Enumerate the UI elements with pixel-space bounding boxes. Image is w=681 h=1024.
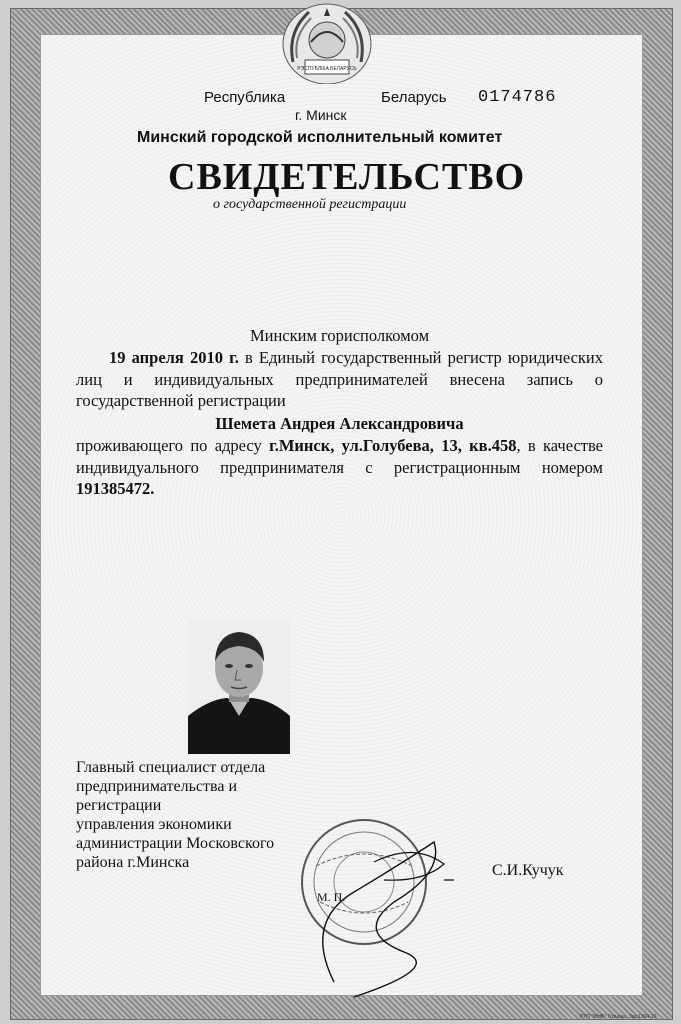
document-subtitle: о государственной регистрации (213, 197, 407, 212)
signer-title-line: регистрации (76, 797, 162, 814)
role-text: , в качестве индивидуального предпринимателя с регистрационным номером (76, 436, 603, 477)
authority-name: Минский городской исполнительный комитет (137, 129, 503, 146)
registry-text: в Единый государственный регистр юридических лиц и индивидуальных предпринимателей внесена запись о государственной регистрации (76, 348, 603, 410)
signer-title-line: Главный специалист отдела (76, 759, 266, 776)
registration-number: 191385472. (76, 479, 155, 498)
address-paragraph (76, 435, 603, 500)
signer-title-line: управления экономики (76, 816, 232, 833)
city-label: г. Минск (295, 107, 347, 123)
coat-of-arms-icon (279, 2, 375, 84)
serial-number: 0174786 (478, 88, 557, 107)
issuer-line: Минским горисполкомом (249, 326, 430, 345)
registration-date: 19 апреля 2010 г. (109, 348, 239, 367)
address-prefix: проживающего по адресу (76, 436, 270, 455)
address-value: г.Минск, ул.Голубева, 13, кв.458 (269, 436, 517, 455)
registry-paragraph (76, 347, 603, 412)
document-title: СВИДЕТЕЛЬСТВО (168, 156, 526, 198)
person-name: Шемета Андрея Александровича (215, 414, 464, 433)
portrait-photo (188, 620, 290, 754)
signer-title-line: района г.Минска (76, 854, 190, 871)
republic-label: Республика (204, 89, 286, 106)
signer-name: С.И.Кучук (492, 862, 564, 879)
printer-imprint: РУП "МНФ" Гознака. Зак.1304-10 (580, 1014, 657, 1020)
seal-place-label: М. П. (317, 890, 346, 904)
signer-title-line: предпринимательства и (76, 778, 238, 795)
signer-title (76, 758, 274, 872)
belarus-label: Беларусь (381, 89, 447, 106)
emblem-ribbon-text: РЭСПУБЛІКА БЕЛАРУСЬ (297, 66, 357, 72)
signer-title-line: администрации Московского (76, 835, 275, 852)
